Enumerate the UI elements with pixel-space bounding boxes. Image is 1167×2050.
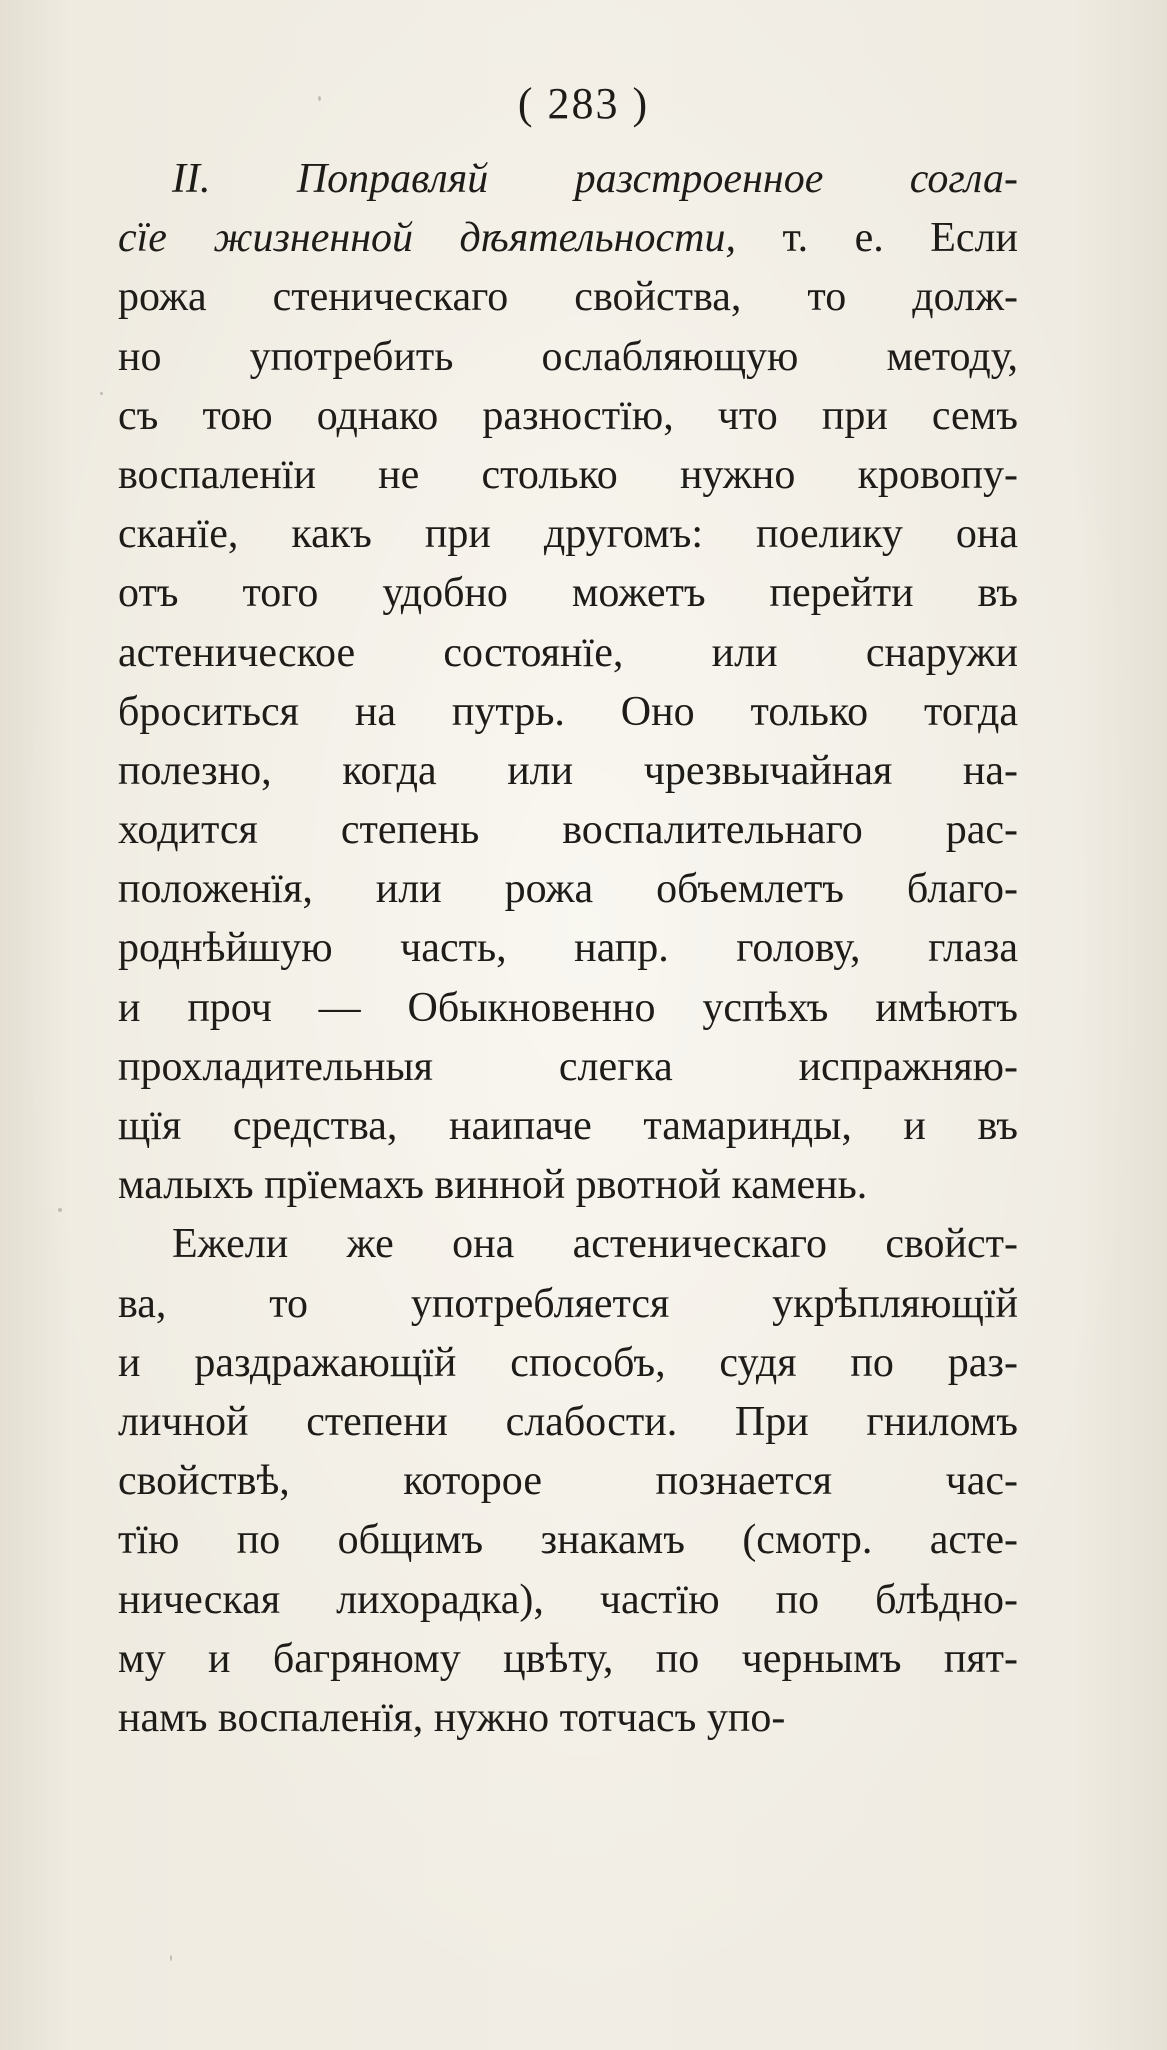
body-text <box>118 150 1018 1748</box>
text-line <box>118 1630 1018 1689</box>
text-line <box>118 860 1018 919</box>
text-line <box>118 1038 1018 1097</box>
text-line <box>118 801 1018 860</box>
text-line <box>118 1097 1018 1156</box>
scan-speck <box>58 1208 62 1212</box>
text-line <box>118 446 1018 505</box>
text-line <box>118 1689 1018 1748</box>
roman-text: съ тою однако разностïю, что при семъ <box>118 392 1018 439</box>
text-line <box>118 268 1018 327</box>
roman-text: сканïе, какъ при другомъ: поелику она <box>118 511 1018 558</box>
text-line <box>118 1452 1018 1511</box>
roman-text: щïя средства, наипаче тамаринды, и въ <box>118 1103 1018 1149</box>
roman-text: ва, то употребляется укрѣпляющïй <box>118 1280 1018 1327</box>
text-line <box>118 328 1018 387</box>
text-line <box>118 1156 1018 1215</box>
text-line <box>118 150 1018 209</box>
roman-text: тïю по общимъ знакамъ (смотр. асте- <box>118 1517 1018 1564</box>
roman-text: астеническое состоянïе, или снаружи <box>118 629 1018 676</box>
text-line <box>118 979 1018 1038</box>
text-line <box>118 1215 1018 1274</box>
text-line <box>118 1571 1018 1630</box>
roman-text: намъ воспаленïя, нужно тотчасъ упо- <box>118 1694 786 1741</box>
roman-text: воспаленïи не столько нужно кровопу- <box>118 451 1018 498</box>
roman-text: ходится степень воспалительнаго рас- <box>118 807 1018 854</box>
text-line <box>118 505 1018 564</box>
text-line <box>118 683 1018 742</box>
roman-text: роднѣйшую часть, напр. голову, глаза <box>118 925 1018 972</box>
roman-text: му и багряному цвѣту, по чернымъ пят- <box>118 1635 1018 1682</box>
text-line <box>118 1511 1018 1570</box>
roman-text: ническая лихорадка), частïю по блѣдно- <box>118 1576 1018 1623</box>
page-number: ( 283 ) <box>517 79 650 128</box>
text-line <box>118 742 1018 801</box>
text-line <box>118 1334 1018 1393</box>
roman-text: но употребить ослабляющую методу, <box>118 333 1018 380</box>
scan-speck <box>318 96 321 101</box>
roman-text: рожа стеническаго свойства, то долж- <box>118 274 1018 321</box>
italic-heading-text: II. Поправляй разстроенное согла- <box>172 156 1018 202</box>
italic-heading-text: сïе жизненной дѣятельности, <box>118 215 736 262</box>
roman-text: Ежели же она астеническаго свойст- <box>172 1221 1018 1268</box>
roman-text: отъ того удобно можетъ перейти въ <box>118 570 1018 617</box>
text-line <box>118 624 1018 683</box>
roman-text: и раздражающïй способъ, судя по раз- <box>118 1339 1018 1386</box>
text-line <box>118 387 1018 446</box>
text-line <box>118 209 1018 268</box>
scan-speck <box>170 1955 172 1961</box>
roman-text: свойствѣ, которое познается час- <box>118 1458 1018 1505</box>
text-line <box>118 1275 1018 1334</box>
roman-text: броситься на путрь. Оно только тогда <box>118 688 1018 735</box>
scan-speck <box>100 392 103 395</box>
roman-text: полезно, когда или чрезвычайная на- <box>118 747 1018 794</box>
text-line <box>118 919 1018 978</box>
roman-text: и проч — Обыкновенно успѣхъ имѣютъ <box>118 984 1018 1031</box>
roman-text: положенïя, или рожа объемлетъ благо- <box>118 866 1018 913</box>
roman-text: прохладительныя слегка испражняю- <box>118 1043 1018 1090</box>
text-line <box>118 1393 1018 1452</box>
text-line <box>118 564 1018 623</box>
roman-text: малыхъ прïемахъ винной рвотной камень. <box>118 1162 868 1209</box>
roman-text: т. е. Если <box>735 215 1018 262</box>
roman-text: личной степени слабости. При гниломъ <box>118 1398 1018 1445</box>
